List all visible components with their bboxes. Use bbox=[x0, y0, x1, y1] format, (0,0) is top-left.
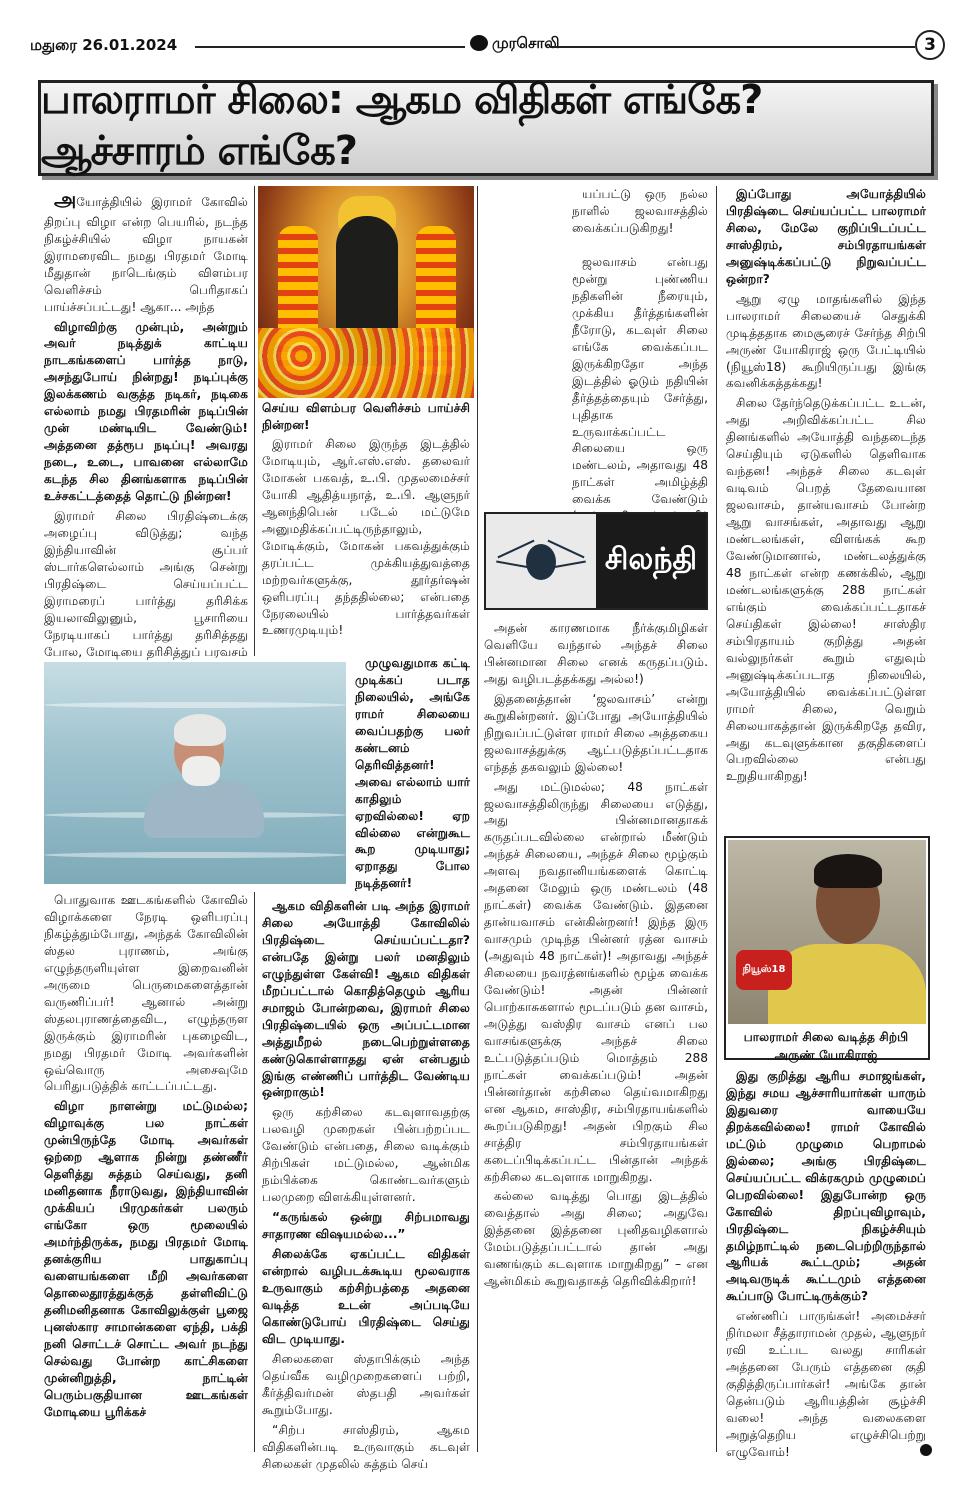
paragraph: விழா நாளன்று மட்டுமல்ல; விழாவுக்கு பல நாட்கள் முன்பிருந்தே மோடி அவர்கள் ஒற்றை ஆளாக நின்று தண்ணீர் தெளித்து சுத்தம் செய்வது, தனி மனிதனாக நீராடுவது, இந்தியாவின் முக்கியப் பிரமுகர்கள் பலரும் எங்கோ ஒரு மூலையில் அமர்ந்திருக்க, நமது பிரதமர் மோடி தனக்குரிய பாதுகாப்பு வளையங்களை மீறி அவர்களை தொலைதூரத்துக்குத் தள்ளிவிட்டு தனிமனிதனாக கோவிலுக்குள் பூஜை புனஸ்கார சாமான்களை ஏந்தி, பக்தி நனி சொட்டச் சொட்ட அவர் நடந்து செல்வது போன்ற காட்சிகளை முன்னிறுத்தி, நாட்டின் பெரும்பகுதியான ஊடகங்கள் மோடியை பூரிக்கச் bbox=[44, 1099, 248, 1419]
column-2 bbox=[262, 436, 470, 642]
paragraph: சிலைக்கே ஏகப்பட்ட விதிகள் என்றால் வழிபடக்கூடிய மூலவராக உருவாகும் கற்சிற்பத்தை அதனை வடித்த உடன் அப்படியே கொண்டுபோய் பிரதிஷ்டை செய்து விட முடியாது. bbox=[262, 1247, 470, 1346]
column-4 bbox=[726, 186, 926, 788]
header-rule-right bbox=[550, 46, 915, 48]
paragraph: இராமர் சிலை பிரதிஷ்டைக்கு அழைப்பு விடுத்து; வந்த இந்தியாவின் சூப்பர் ஸ்டார்களெல்லாம் அங்கு சென்று பிரதிஷ்டை செய்யப்பட்ட இராமரைப் பார்த்து தரிசிக்க இயலாவிலுனும், பூசாரியை நேரடியாகப் பார்த்து தரிசித்தது போல, மோடியை தரிசித்துப் பரவசம் bbox=[44, 509, 248, 659]
logo-icon bbox=[470, 35, 488, 51]
modi-sea-bath-photo bbox=[44, 662, 346, 884]
microphone-icon: நியூஸ்18 bbox=[736, 950, 792, 990]
paragraph: பொதுவாக ஊடகங்களில் கோவில் விழாக்களை நேரடி ஒளிபரப்பு நிகழ்த்தும்போது, அந்தக் கோவிலின் ஸ்தல புராணம், அங்கு எழுந்தருளியுள்ள இறைவனின் அருமை பெருமைகளைத்தான் வருணிப்பர்! ஆனால் அன்று ஸ்தலபுராணத்தைவிட, எழுந்தருள இருக்கும் இராமரின் புகழைவிட, நமது பிரதமர் மோடி அவர்களின் ஒவ்வொரு அசைவுமே பெரிதுபடுத்திக் காட்டப்பட்டது. bbox=[44, 893, 248, 1094]
edition-date: மதுரை 26.01.2024 bbox=[30, 36, 178, 54]
column-3-top-2 bbox=[572, 254, 708, 545]
balaram-idol-photo bbox=[258, 186, 474, 398]
paragraph: கல்லை வடித்து பொது இடத்தில் வைத்தால் அது சிலை; அதுவே இத்தனை இத்தனை புனிதவழிகளால் மேம்படுத்தப்பட்டால் தான் அது வணங்கும் கடவுளாக மாறுகிறது” – என ஆன்மிகம் கூறுவதாகத் தெரிவிக்கிறார்! bbox=[484, 1189, 708, 1289]
sculptor-caption: பாலராமர் சிலை வடித்த சிற்பி அருண் யோகிராஜ் bbox=[743, 1030, 909, 1063]
column-2-lower bbox=[262, 898, 470, 1475]
page-header bbox=[30, 34, 942, 58]
sculptor-photo bbox=[728, 840, 926, 1024]
paragraph: சிலை தேர்ந்தெடுக்கப்பட்ட உடன், அது அறிவிக்கப்பட்ட சில தினங்களில் அயோத்தி வந்தடைந்த செய்தியும் ஏடுகளில் தெளிவாக வந்தன! அந்தச் சிலை கடவுள் வடிவம் பெறத் தேவையான ஜலவாசம், தான்யவாசம் போன்ற ஆறு வாசங்கள், அதாவது ஆறு மண்டலங்கள், விளங்கக் கூற வேண்டுமானால், மண்டலத்துக்கு 48 நாட்கள் என்ற கணக்கில், ஆறு மண்டலங்களுக்கு 288 நாட்கள் எங்கும் வைக்கப்பட்டதாகச் செய்திகள் இல்லை! சாஸ்திர சம்பிரதாயம் குறித்து அதன் வல்லுநர்கள் கூறும் எதுவும் அனுஷ்டிக்கப்படாத நிலையில், அயோத்தியில் வைக்கப்பட்டுள்ள ராமர் சிலை, வெறும் சிலையாகத்தான் இருக்கிறதே தவிர, அது கடவுளுக்கான தகுதிகளைப் பெறவில்லை என்பது உறுதியாகிறது! bbox=[726, 396, 926, 784]
paragraph: இது குறித்து ஆரிய சமாஜங்கள், இந்து சமய ஆச்சாரியார்கள் யாரும் இதுவரை வாயையே திறக்கவில்லை! ராமர் கோவில் மட்டும் முழுமை பெறாமல் இல்லை; அங்கு பிரதிஷ்டை செய்யப்பட்ட விக்ரகமும் முழுமைப் பெறவில்லை! இதுபோன்ற ஒரு கோவில் திறப்புவிழாவும், பிரதிஷ்டை நிகழ்ச்சியும் தமிழ்நாட்டில் நடைபெற்றிருந்தால் ஆரியக் கூட்டமும்; அதன் அடிவருடிக் கூட்டமும் எத்தனை கூப்பாடு போட்டிருக்கும்? bbox=[726, 1069, 926, 1304]
column-1-lower bbox=[44, 892, 248, 1424]
quote: “கருங்கல் ஒன்று சிற்பமாவது சாதாரண விஷயமல்ல...” bbox=[262, 1210, 470, 1242]
paragraph: எண்ணிப் பாருங்கள்! அமைச்சர் நிர்மலா சீத்தாராமன் முதல், ஆளுநர் ரவி உட்பட வலது சாரிகள் அத்தனை பேரும் எத்தனை குதி குதித்திருப்பார்கள்! அங்கே தான் தென்படும் ஆரியத்தின் சூழ்ச்சி வலை! அந்த வலைகளை அறுத்தெறிய எழுச்சிபெற்று எழுவோம்! bbox=[726, 1309, 926, 1459]
article-end-mark bbox=[920, 1444, 932, 1456]
paragraph: ஆகம விதிகளின் படி அந்த இராமர் சிலை அயோத்தி கோவிலில் பிரதிஷ்டை செய்யப்பட்டதா? என்பதே இன்று பலர் மனதிலும் எழுந்துள்ள கேள்வி! ஆகம விதிகள் மீறப்பட்டால் கொதித்தெழும் ஆரிய சமாஜம் போன்றவை, இராமர் சிலை பிரதிஷ்டையில் ஒரு அப்பட்டமான அத்துமீறல் நடைபெற்றுள்ளதை கண்டுகொள்ளாதது ஏன் என்பதும் இங்கு எண்ணிப் பார்த்திட வேண்டிய ஒன்றாகும்! bbox=[262, 899, 470, 1100]
paragraph: யப்பட்டு ஒரு நல்ல நாளில் ஜலவாசத்தில் வைக்கப்படுகிறது! bbox=[572, 187, 708, 235]
paragraph: அதன் காரணமாக நீர்க்குமிழிகள் வெளியே வந்தால் அந்தச் சிலை பின்னமான சிலை எனக் கருதப்படும். அது வழிபடத்தக்கது அல்ல!) bbox=[484, 621, 708, 686]
headline: பாலராமர் சிலை: ஆகம விதிகள் எங்கே? ஆச்சாரம் எங்கே? bbox=[41, 77, 763, 174]
paragraph: ஒரு கற்சிலை கடவுளாவதற்கு பலவழி முறைகள் பின்பற்றப்பட வேண்டும் என்பதை, சிலை வடிக்கும் சிற்பிகள் மட்டுமல்ல, ஆன்மிக நம்பிக்கை கொண்டவர்களும் பலமுறை விளக்கியுள்ளனர். bbox=[262, 1105, 470, 1205]
paragraph: விழாவிற்கு முன்பும், அன்றும் அவர் நடித்துக் காட்டிய நாடகங்களைப் பார்த்த நாடு, அசந்துபோய் நின்றது! நடிப்புக்கு இலக்கணம் வகுத்த நடிகர், நடிகை எல்லாம் நமது பிரதமரின் நடிப்பின் முன் மண்டியிட வேண்டும்! அத்தனை தத்ரூப நடிப்பு! அவரது நடை, உடை, பாவனை எல்லாமே கடந்த சில தினங்களாக நடிப்பின் உச்சகட்டத்தைத் தொட்டு நின்றன! bbox=[44, 319, 248, 504]
photo-caption-continued: செய்ய விளம்பர வெளிச்சம் பாய்ச்சி நின்றன! bbox=[262, 401, 470, 432]
column-3-top bbox=[572, 186, 708, 240]
headline-box bbox=[38, 77, 934, 176]
paragraph: “சிற்ப சாஸ்திரம், ஆகம விதிகளின்படி உருவாகும் கடவுள் சிலைகள் முதலில் சுத்தம் செய் bbox=[262, 1422, 470, 1471]
paragraph: இராமர் சிலை இருந்த இடத்தில் மோடியும், ஆர்.எஸ்.எஸ். தலைவர் மோகன் பகவத், உ.பி. முதலமைச்சர் யோகி ஆதித்யநாத், உ.பி. ஆளுநர் ஆனந்திபென் படேல் மட்டுமே அனுமதிக்கப்பட்டிருந்தாலும், மோடிக்கும், மோகன் பகவத்துக்கும் தரப்பட்ட முக்கியத்துவத்தை மற்றவர்களுக்கு, தூர்தர்ஷன் ஒளிபரப்பு தந்ததில்லை; என்பதை நேரலையில் பார்த்தவர்கள் உணரமுடியும்! bbox=[262, 437, 470, 638]
header-rule-left bbox=[195, 46, 465, 48]
column-3 bbox=[484, 620, 708, 1293]
paragraph: இதனைத்தான் ‘ஜலவாசம்’ என்று கூறுகின்றனர். இப்போது அயோத்தியில் நிறுவப்பட்டுள்ள ராமர் சிலை அத்தகைய ஜலவாசத்துக்கு ஆட்படுத்தப்பட்டதாக எந்தத் தகவலும் இல்லை! bbox=[484, 691, 708, 774]
paragraph: அயோத்தியில் இராமர் கோவில் திறப்பு விழா என்ற பெயரில், நடந்த நிகழ்ச்சியில் விழா நாயகன் இராமரைவிட நமது பிரதமர் மோடி மீதுதான் நாடெங்கும் விளம்பர வெளிச்சம் பெரிதாகப் பாய்ச்சப்பட்டது! ஆகா... அந்த bbox=[44, 187, 248, 314]
paper-name: முரசொலி bbox=[492, 34, 560, 52]
spider-icon bbox=[526, 544, 556, 580]
paragraph: அது மட்டுமல்ல; 48 நாட்கள் ஜலவாசத்திலிருந்து சிலையை எடுத்து, அது பின்னமானதாகக் கருதப்படவில்லை என்றால் மீண்டும் அந்தச் சிலையை, அந்தச் சிலை மூழ்கும் அளவு நவதானியங்களைக் கொட்டி அதனை மேலும் ஒரு மண்டலம் (48 நாட்கள்) வைக்க வேண்டும். இதனை தான்யவாசம் என்கின்றனர்! இந்த இரு வாசமும் முடிந்த பின்னர் ரத்ன வாசம் (அதுவும் 48 நாட்கள்)! அதாவது அந்தச் சிலையை நவரத்னங்களில் மூழ்க வைக்க வேண்டும்! அதன் பின்னர் பொற்காசுகளால் மூடப்படும் தன வாசம், அடுத்து வஸ்திர வாசம் எனப் பல வாசங்களுக்கு அந்தச் சிலை உட்படுத்தப்படும் மொத்தம் 288 நாட்கள் வைக்கப்படும்! அதன் பின்னர்தான் கற்சிலை தெய்வமாகிறது என ஆகம, சாஸ்திர, சம்பிரதாயங்களில் கூறப்படுகிறது! அதன் பிறகும் சில சாத்திர சம்பிரதாயங்கள் கடைப்பிடிக்கப்பட்ட பின்தான் அந்தக் கற்சிலை கடவுளாக மாறுகிறது. bbox=[484, 779, 708, 1184]
column-divider bbox=[254, 186, 255, 656]
spider-label: சிலந்தி bbox=[596, 514, 706, 608]
paragraph: ஜலவாசம் என்பது மூன்று புண்ணிய நதிகளின் நீரையும், முக்கிய தீர்த்தங்களின் நீரோடு, கடவுள் சிலை எங்கே வைக்கப்பட இருக்கிறதோ அந்த இடத்தில் ஓடும் நதியின் தீர்த்தத்தையும் சேர்த்து, புதிதாக உருவாக்கப்பட்ட சிலையை ஒரு மண்டலம், அதாவது 48 நாட்கள் அமிழ்த்தி வைக்க வேண்டும் bbox=[572, 255, 708, 507]
column-1 bbox=[44, 186, 248, 681]
column-divider bbox=[254, 892, 255, 1452]
page-number: 3 bbox=[915, 30, 945, 60]
paragraph: இப்போது அயோத்தியில் பிரதிஷ்டை செய்யப்பட்ட பாலராமர் சிலை, மேலே குறிப்பிடப்பட்ட சாஸ்திரம், சம்பிரதாயங்கள் அனுஷ்டிக்கப்பட்டு நிறுவப்பட்ட ஒன்றா? bbox=[726, 187, 926, 286]
paragraph: ஆறு ஏழு மாதங்களில் இந்த பாலராமர் சிலையைச் செதுக்கி முடித்ததாக மைசூரைச் சேர்ந்த சிற்பி அருண் யோகிராஜ் ஒரு பேட்டியில் (நியூஸ்18) கூறியிருப்பது இங்கு கவனிக்கத்தக்கது! bbox=[726, 291, 926, 391]
column-4-lower bbox=[726, 1068, 926, 1464]
column-divider bbox=[477, 186, 478, 1452]
column-2-inset bbox=[355, 655, 470, 895]
spider-icon-box bbox=[484, 512, 708, 610]
column-divider bbox=[716, 186, 717, 1452]
paragraph: சிலைகளை ஸ்தாபிக்கும் அந்த தெய்வீக வழிமுறைகளைப் பற்றி, கீர்த்திவர்மன் ஸ்தபதி அவர்கள் கூறும்போது. bbox=[262, 1351, 470, 1417]
paragraph: முழுவதுமாக கட்டி முடிக்கப் படாத நிலையில், அங்கே ராமர் சிலையை வைப்பதற்கு பலர் கண்டனம் தெரிவித்தனர்! அவை எல்லாம் யார் காதிலும் ஏறவில்லை! ஏற வில்லை என்றுகூட கூற முடியாது; ஏறாதது போல நடித்தனர்! bbox=[355, 656, 470, 891]
spider-image bbox=[486, 514, 596, 608]
masthead bbox=[470, 34, 560, 54]
